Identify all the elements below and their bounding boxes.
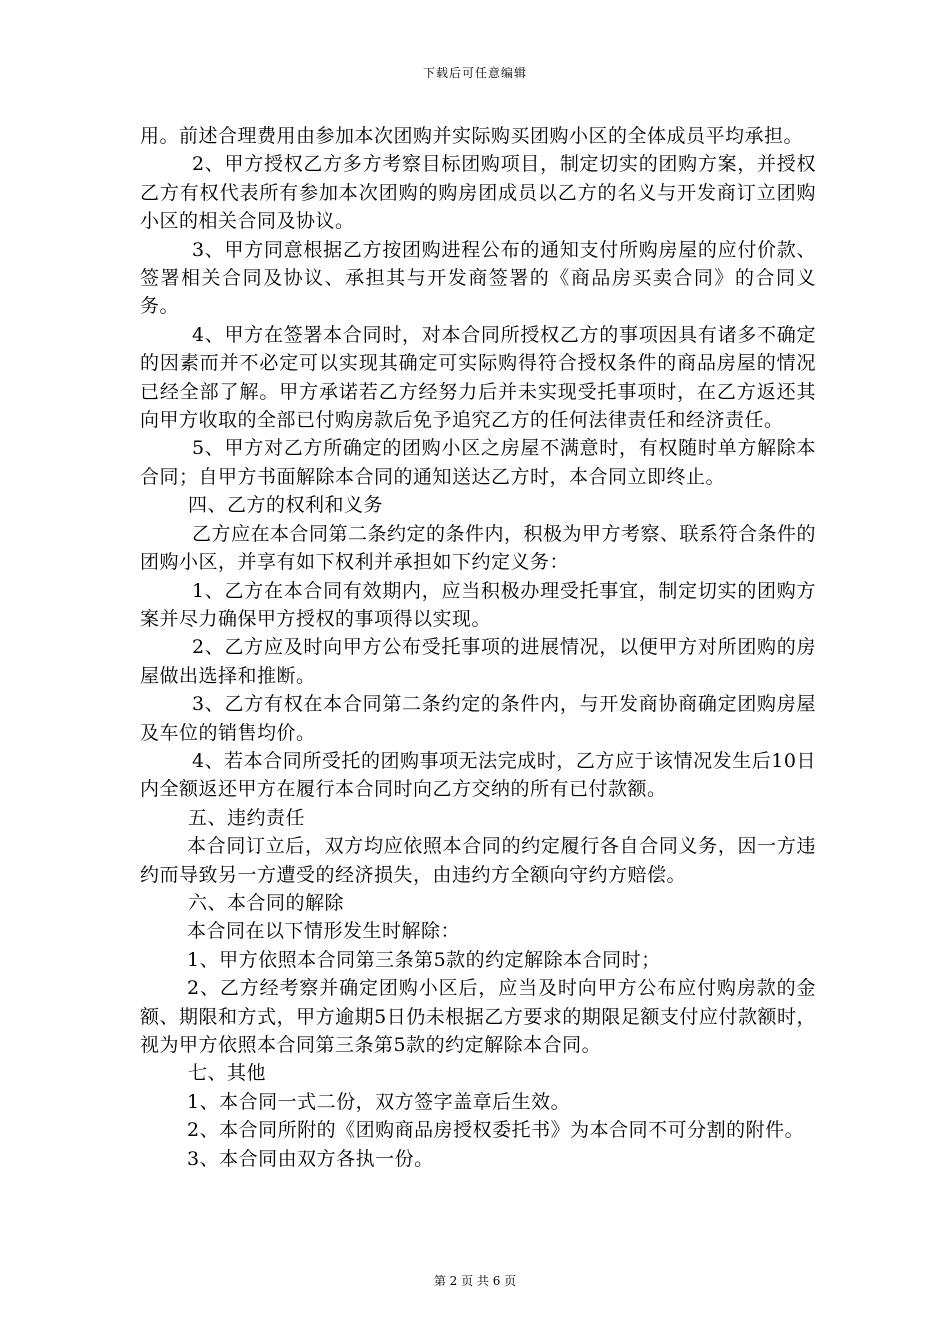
paragraph: 乙方应在本合同第二条约定的条件内，积极为甲方考察、联系符合条件的团购小区，并享有如下权利并承担如下约定义务：	[140, 522, 817, 574]
paragraph: 2、乙方经考察并确定团购小区后，应当及时向甲方公布应付购房款的金额、期限和方式，甲方逾期5日仍未根据乙方要求的期限足额支付应付款额时，视为甲方依照本合同第三条第5款的约定解除本合同。	[140, 977, 816, 1056]
document-body	[140, 122, 816, 1173]
paragraph: 3、甲方同意根据乙方按团购进程公布的通知支付所购房屋的应付价款、签署相关合同及协议、承担其与开发商签署的《商品房买卖合同》的合同义务。	[140, 238, 816, 318]
paragraph: 2、乙方应及时向甲方公布受托事项的进展情况，以便甲方对所团购的房屋做出选择和推断。	[140, 636, 816, 687]
section-heading: 四、乙方的权利和义务	[188, 494, 384, 517]
paragraph: 4、甲方在签署本合同时，对本合同所授权乙方的事项因具有诸多不确定的因素而并不必定可以实现其确定可实际购得符合授权条件的商品房屋的情况已经全部了解。甲方承诺若乙方经努力后并未实现受托事项时，在乙方返还其向甲方收取的全部已付购房款后免予追究乙方的任何法律责任和经济责任。	[140, 323, 816, 432]
paragraph: 2、本合同所附的《团购商品房授权委托书》为本合同不可分割的附件。	[187, 1119, 805, 1142]
page-footer-number: 第 2 页 共 6 页	[433, 1274, 517, 1288]
section-heading: 五、违约责任	[188, 806, 306, 829]
section-heading: 七、其他	[188, 1062, 267, 1085]
paragraph: 用。前述合理费用由参加本次团购并实际购买团购小区的全体成员平均承担。	[140, 125, 804, 147]
paragraph: 1、甲方依照本合同第三条第5款的约定解除本合同时；	[187, 948, 661, 971]
paragraph: 本合同订立后，双方均应依照本合同的约定履行各自合同义务，因一方违约而导致另一方遭受的经济损失，由违约方全额向守约方赔偿。	[140, 835, 816, 886]
paragraph: 1、本合同一式二份，双方签字盖章后生效。	[187, 1090, 571, 1113]
paragraph: 本合同在以下情形发生时解除：	[187, 920, 461, 943]
paragraph: 4、若本合同所受托的团购事项无法完成时，乙方应于该情况发生后10日内全额返还甲方在履行本合同时向乙方交纳的所有已付款额。	[140, 749, 816, 801]
page-header-note: 下载后可任意编辑	[422, 66, 527, 80]
paragraph: 1、乙方在本合同有效期内，应当积极办理受托事宜，制定切实的团购方案并尽力确保甲方授权的事项得以实现。	[140, 579, 816, 630]
paragraph: 5、甲方对乙方所确定的团购小区之房屋不满意时，有权随时单方解除本合同；自甲方书面解除本合同的通知送达乙方时，本合同立即终止。	[140, 437, 816, 488]
paragraph: 3、本合同由双方各执一份。	[187, 1147, 434, 1170]
section-heading: 六、本合同的解除	[188, 891, 345, 914]
paragraph: 3、乙方有权在本合同第二条约定的条件内，与开发商协商确定团购房屋及车位的销售均价。	[140, 693, 816, 744]
paragraph: 2、甲方授权乙方多方考察目标团购项目，制定切实的团购方案，并授权乙方有权代表所有参加本次团购的购房团成员以乙方的名义与开发商订立团购小区的相关合同及协议。	[140, 153, 816, 233]
